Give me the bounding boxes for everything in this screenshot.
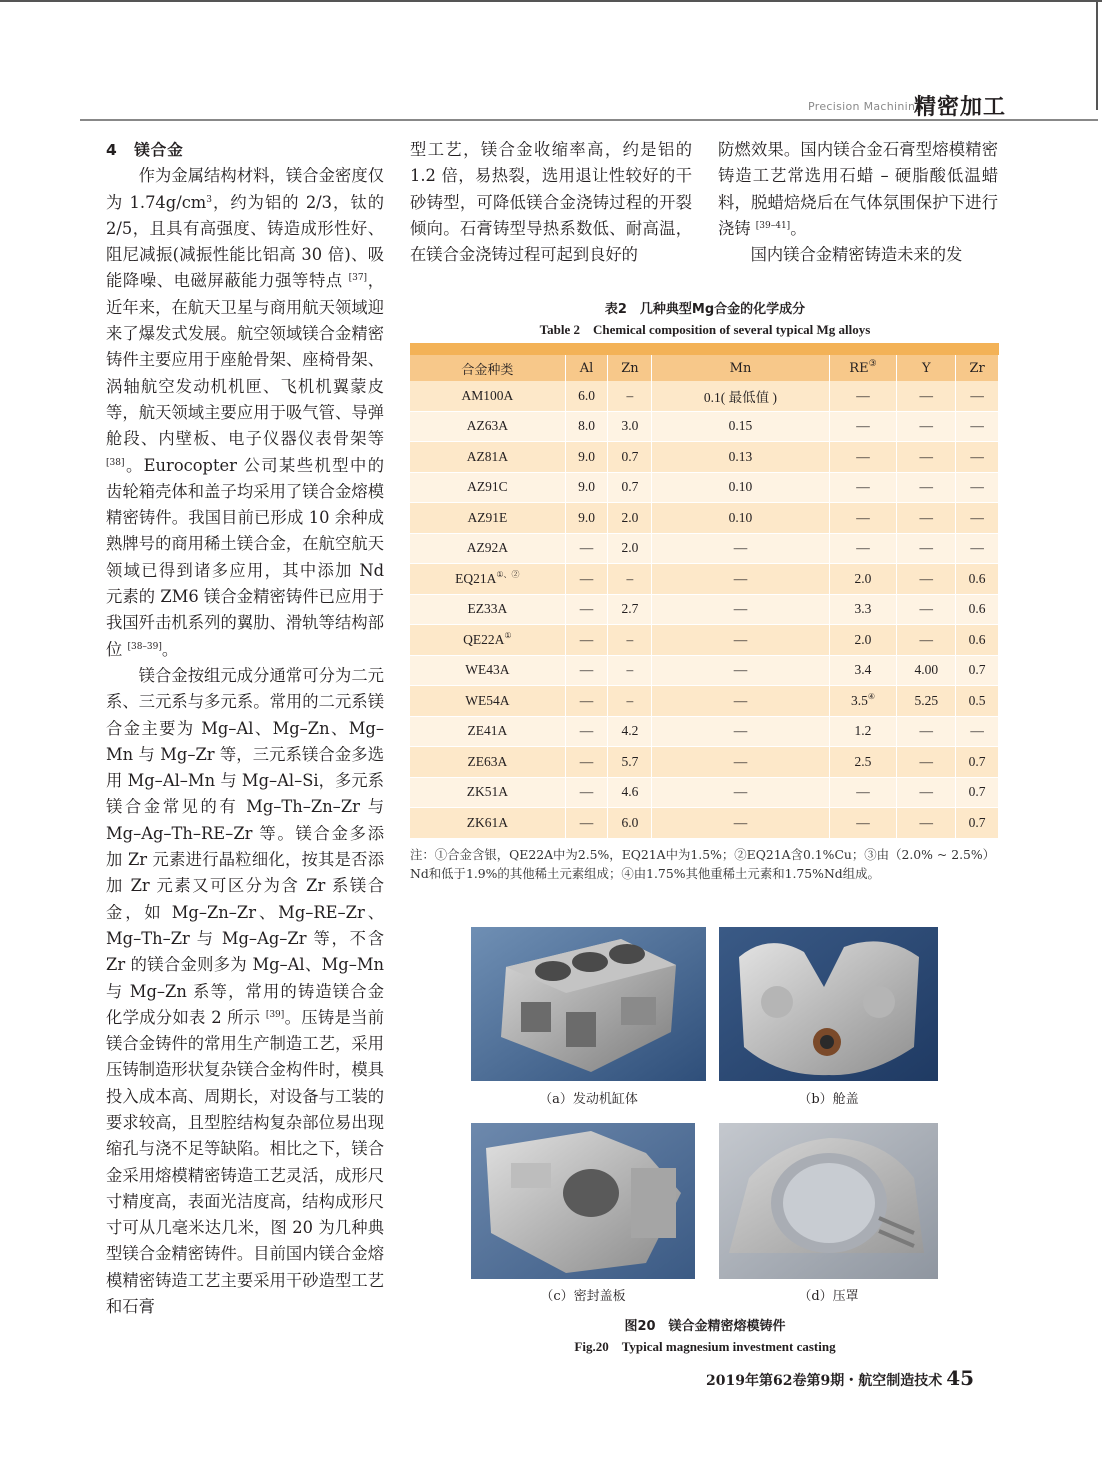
table-cell: — <box>829 442 897 473</box>
table-cell: 2.0 <box>608 503 652 534</box>
table-cell: — <box>652 777 829 808</box>
col-header-y: Y <box>897 355 956 381</box>
table-cell: 0.7 <box>608 442 652 473</box>
table-cell: 2.0 <box>829 564 897 595</box>
table-cell: — <box>652 747 829 778</box>
table-cell: — <box>565 594 608 625</box>
table-row <box>410 625 999 656</box>
page-frame-right <box>1096 0 1098 110</box>
col3-paragraph-2: 国内镁合金精密铸造未来的发 <box>750 245 963 265</box>
table-cell: — <box>829 808 897 839</box>
table-cell: – <box>608 686 652 717</box>
figure-b-hatch-cover-photo <box>719 927 938 1081</box>
table-cell: – <box>608 564 652 595</box>
alloy-name-cell: AZ91E <box>410 503 565 534</box>
table-cell: — <box>652 686 829 717</box>
table-cell: — <box>897 625 956 656</box>
table-header-row <box>410 355 999 381</box>
table-cell: 3.0 <box>608 411 652 442</box>
table-cell: — <box>565 655 608 686</box>
running-header-cn: 精密加工 <box>914 94 1007 120</box>
page-frame-top <box>0 0 1102 2</box>
table-cell: — <box>829 381 897 411</box>
table-cell: — <box>956 472 999 503</box>
table-row <box>410 533 999 564</box>
table-cell: — <box>565 686 608 717</box>
table-cell: — <box>956 716 999 747</box>
table-cell: — <box>565 625 608 656</box>
table-cell: — <box>652 716 829 747</box>
page-number: 45 <box>946 1366 975 1390</box>
table-row <box>410 442 999 473</box>
table-cell: 9.0 <box>565 503 608 534</box>
table-cell: — <box>897 472 956 503</box>
figure-caption-cn: 图20 镁合金精密熔模铸件 <box>624 1319 786 1334</box>
figure-caption-en: Fig.20 Typical magnesium investment casting <box>574 1339 836 1354</box>
table-cell: — <box>897 808 956 839</box>
alloy-name-cell: AZ63A <box>410 411 565 442</box>
table-cell: 9.0 <box>565 472 608 503</box>
table-cell: — <box>652 533 829 564</box>
table-row <box>410 686 999 717</box>
table-row <box>410 381 999 411</box>
col-header-re: RE③ <box>829 355 897 381</box>
figure-d-press-cover-photo <box>719 1123 938 1279</box>
table-cell: 4.6 <box>608 777 652 808</box>
table-cell: 2.0 <box>829 625 897 656</box>
column-1 <box>106 137 384 1320</box>
col1-paragraph-1: 作为金属结构材料，镁合金密度仅为 $1.74g/cm^3$，约为铝的 2/3，钛的 2/5，且具有高强度、铸造成形性好、阻尼减振(减振性能比铝高 30 倍)、吸能降噪、电磁屏蔽能力强等特点 [37]，近年来，在航天卫星与商用航天领域迎来了爆发式发展。航空领域镁合金精密铸件主要应用于座舱骨架、座椅骨架、涡轴航空发动机机匣、飞机机翼蒙皮等，航天领域主要应用于吸气管、导弹舱段、内壁板、电子仪器仪表骨架等 [38]。Eurocopter 公司某些机型中的齿轮箱壳体和盖子均采用了镁合金熔模精密铸件。我国目前已形成 10 余种成熟牌号的商用稀土镁合金，在航空航天领域已得到诸多应用，其中添加 Nd 元素的 ZM6 镁合金精密铸件已应用于我国歼击机系列的翼肋、滑轨等结构部位 [38–39]。 <box>106 166 384 659</box>
table-cell: 0.7 <box>956 747 999 778</box>
table-cell: — <box>956 503 999 534</box>
composition-table <box>410 343 999 839</box>
col-header-alloy: 合金种类 <box>410 355 565 381</box>
alloy-name-cell: ZK51A <box>410 777 565 808</box>
table-cell: 3.4 <box>829 655 897 686</box>
alloy-name-cell: QE22A① <box>410 625 565 656</box>
alloy-name-cell: AZ81A <box>410 442 565 473</box>
subcaption-d: （d）压罩 <box>798 1289 859 1304</box>
table-row <box>410 503 999 534</box>
table-cell: 5.7 <box>608 747 652 778</box>
running-header-en: Precision Machining <box>808 100 923 113</box>
table-cell: — <box>897 533 956 564</box>
table-cell: 9.0 <box>565 442 608 473</box>
table-cell: 4.2 <box>608 716 652 747</box>
table-cell: — <box>897 503 956 534</box>
table-cell: 0.7 <box>956 655 999 686</box>
figure-c-seal-plate-photo <box>471 1123 695 1279</box>
table-caption-en: Table 2 Chemical composition of several typical Mg alloys <box>539 322 871 337</box>
table-cell: — <box>956 533 999 564</box>
table-cell: — <box>829 472 897 503</box>
table-cell: – <box>608 381 652 411</box>
table-cell: — <box>897 411 956 442</box>
table-cell: – <box>608 625 652 656</box>
table-cell: 0.1( 最低值 ) <box>652 381 829 411</box>
table-cell: 0.7 <box>956 808 999 839</box>
citation: [39–41] <box>755 220 791 231</box>
citation: [39] <box>265 1009 285 1020</box>
table-cell: — <box>897 747 956 778</box>
table-row <box>410 808 999 839</box>
citation: [38–39] <box>127 641 162 652</box>
table-cell: 5.25 <box>897 686 956 717</box>
table-cell: — <box>956 442 999 473</box>
table-caption-cn: 表2 几种典型Mg合金的化学成分 <box>604 302 806 317</box>
table-cell: 2.7 <box>608 594 652 625</box>
table-cell: — <box>652 808 829 839</box>
journal-info: 2019年第62卷第9期・航空制造技术 <box>706 1373 943 1389</box>
table-cell: — <box>652 564 829 595</box>
table-cell: 8.0 <box>565 411 608 442</box>
table-cell: 4.00 <box>897 655 956 686</box>
figure-a-engine-block-photo <box>471 927 706 1081</box>
table-row <box>410 655 999 686</box>
table-cell: — <box>897 442 956 473</box>
table-cell: 0.6 <box>956 564 999 595</box>
table-cell: 0.10 <box>652 472 829 503</box>
table-note: 注：①合金含银，QE22A中为2.5%，EQ21A中为1.5%；②EQ21A含0.1%Cu；③由（2.0% ~ 2.5%）Nd和低于1.9%的其他稀土元素组成；④由1.75%其他重稀土元素和1.75%Nd组成。 <box>410 847 996 881</box>
table-cell: — <box>829 777 897 808</box>
table-cell: — <box>956 411 999 442</box>
table-row <box>410 472 999 503</box>
table-row <box>410 594 999 625</box>
table-cell: — <box>565 808 608 839</box>
table-cell: — <box>897 594 956 625</box>
table-cell: — <box>565 777 608 808</box>
alloy-name-cell: ZE63A <box>410 747 565 778</box>
alloy-name-cell: EQ21A①、② <box>410 564 565 595</box>
table-row <box>410 777 999 808</box>
alloy-name-cell: EZ33A <box>410 594 565 625</box>
table-cell: — <box>652 625 829 656</box>
table-cell: 0.10 <box>652 503 829 534</box>
table-cell: — <box>652 594 829 625</box>
table-cell: — <box>897 564 956 595</box>
table-cell: – <box>608 655 652 686</box>
table-cell: — <box>956 381 999 411</box>
table-body <box>410 381 999 838</box>
col-header-zn: Zn <box>608 355 652 381</box>
table-cell: — <box>565 564 608 595</box>
column-3 <box>718 137 998 268</box>
table-cell: 0.5 <box>956 686 999 717</box>
table-cell: 3.3 <box>829 594 897 625</box>
table-cell: 0.6 <box>956 594 999 625</box>
alloy-name-cell: WE43A <box>410 655 565 686</box>
section-heading: 4 镁合金 <box>106 141 184 159</box>
table-cell: 0.6 <box>956 625 999 656</box>
table-cell: 1.2 <box>829 716 897 747</box>
table-cell: — <box>829 503 897 534</box>
table-cell: — <box>897 716 956 747</box>
table-row <box>410 564 999 595</box>
col2-paragraph: 型工艺，镁合金收缩率高，约是铝的 1.2 倍，易热裂，选用退让性较好的干砂铸型，可降低镁合金浇铸过程的开裂倾向。石膏铸型导热系数低、耐高温，在镁合金浇铸过程可起到良好的 <box>410 140 692 265</box>
col1-paragraph-2: 镁合金按组元成分通常可分为二元系、三元系与多元系。常用的二元系镁合金主要为 Mg–Al、Mg–Zn、Mg–Mn 与 Mg–Zr 等，三元系镁合金多选用 Mg–Al–Mn 与 Mg–Al–Si，多元系镁合金常见的有 Mg–Th–Zn–Zr 与 Mg–Ag–Th–RE–Zr 等。镁合金多添加 Zr 元素进行晶粒细化，按其是否添加 Zr 元素又可区分为含 Zr 系镁合金，如 Mg–Zn–Zr、Mg–RE–Zr、Mg–Th–Zr 与 Mg–Ag–Zr 等，不含 Zr 的镁合金则多为 Mg–Al、Mg–Mn 与 Mg–Zn 系等，常用的铸造镁合金化学成分如表 2 所示 [39]。压铸是当前镁合金铸件的常用生产制造工艺，采用压铸制造形状复杂镁合金构件时，模具投入成本高、周期长，对设备与工装的要求较高，且型腔结构复杂部位易出现缩孔与浇不足等缺陷。相比之下，镁合金采用熔模精密铸造工艺灵活，成形尺寸精度高，表面光洁度高，结构成形尺寸可从几毫米达几米，图 20 为几种典型镁合金精密铸件。目前国内镁合金熔模精密铸造工艺主要采用干砂造型工艺和石膏 <box>106 665 384 1317</box>
subcaption-b: （b）舱盖 <box>798 1092 859 1107</box>
table-row <box>410 411 999 442</box>
table-cell: — <box>652 655 829 686</box>
subcaption-a: （a）发动机缸体 <box>539 1092 638 1107</box>
table-cell: 0.7 <box>608 472 652 503</box>
table-header-bar <box>410 343 999 355</box>
table-cell: — <box>897 777 956 808</box>
table-cell: 2.5 <box>829 747 897 778</box>
table-cell: 0.15 <box>652 411 829 442</box>
col-header-zr: Zr <box>956 355 999 381</box>
table-cell: 0.7 <box>956 777 999 808</box>
alloy-name-cell: WE54A <box>410 686 565 717</box>
column-2 <box>410 137 692 268</box>
table-cell: — <box>565 716 608 747</box>
table-cell: — <box>829 533 897 564</box>
citation: [37] <box>348 273 368 284</box>
page-footer <box>706 1366 974 1390</box>
table-row <box>410 747 999 778</box>
citation: [38] <box>106 457 125 468</box>
table-cell: — <box>565 533 608 564</box>
col-header-mn: Mn <box>652 355 829 381</box>
col-header-al: Al <box>565 355 608 381</box>
table-cell: 0.13 <box>652 442 829 473</box>
table-cell: 2.0 <box>608 533 652 564</box>
table-cell: — <box>565 747 608 778</box>
alloy-name-cell: AZ91C <box>410 472 565 503</box>
col3-paragraph-1: 防燃效果。国内镁合金石膏型熔模精密铸造工艺常选用石蜡 – 硬脂酸低温蜡料，脱蜡焙烧后在气体氛围保护下进行浇铸 [39–41]。 <box>718 140 998 238</box>
table-cell: 6.0 <box>608 808 652 839</box>
subcaption-c: （c）密封盖板 <box>540 1289 626 1304</box>
alloy-name-cell: AM100A <box>410 381 565 411</box>
table-cell: 3.5④ <box>829 686 897 717</box>
table-cell: — <box>897 381 956 411</box>
table-cell: 6.0 <box>565 381 608 411</box>
table-cell: — <box>829 411 897 442</box>
alloy-name-cell: ZK61A <box>410 808 565 839</box>
table-row <box>410 716 999 747</box>
alloy-name-cell: AZ92A <box>410 533 565 564</box>
alloy-name-cell: ZE41A <box>410 716 565 747</box>
